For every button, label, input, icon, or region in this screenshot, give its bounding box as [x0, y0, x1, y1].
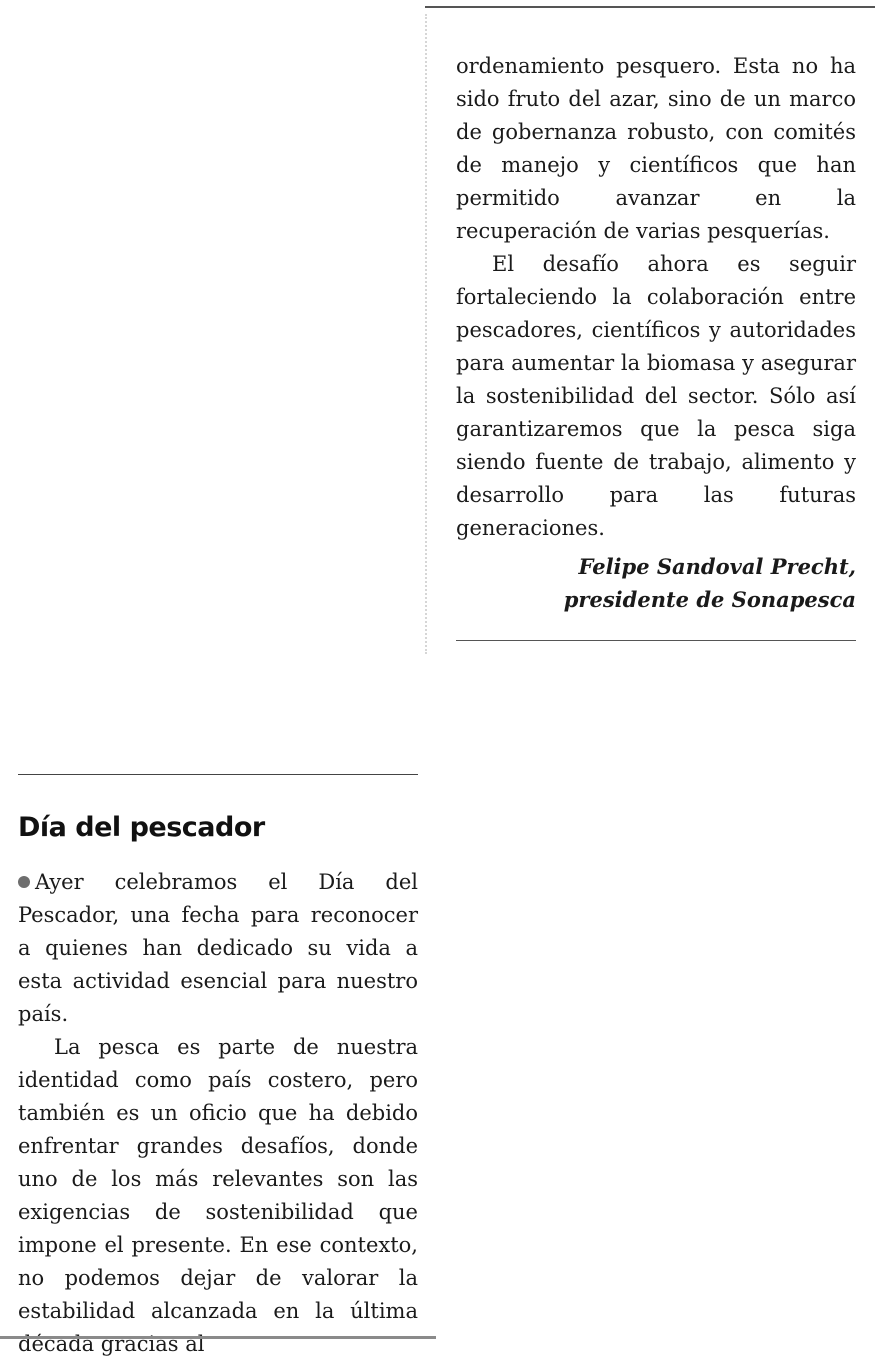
letter-continuation-column [456, 50, 856, 545]
signature-name: Felipe Sandoval Precht, [578, 554, 856, 579]
letter-title: Día del pescador [18, 812, 265, 843]
column-edge-divider [425, 14, 427, 654]
opening-paragraph [18, 866, 418, 1031]
opening-paragraph-text: Ayer celebramos el Día del Pescador, una fecha para reconocer a quienes han dedicado su vida a esta actividad esencial para nuestro país. [18, 870, 418, 1026]
section-divider [18, 774, 418, 775]
signature-role: presidente de Sonapesca [563, 587, 856, 612]
top-divider [425, 6, 875, 8]
body-paragraph-2: La pesca es parte de nuestra identidad como país costero, pero también es un oficio que ha debido enfrentar grandes desafíos, donde uno de los más relevantes son las exigencias de sostenibilidad que impone el presente. En ese contexto, no podemos dejar de valorar la estabilidad alcanzada en la última década gracias al [18, 1035, 418, 1356]
letter-signature [456, 550, 856, 616]
letter-start-column [18, 866, 418, 1361]
bullet-dot-icon [18, 876, 30, 888]
signature-divider [456, 640, 856, 641]
continuation-paragraph-1: ordenamiento pesquero. Esta no ha sido fruto del azar, sino de un marco de gobernanza robusto, con comités de manejo y científicos que han permitido avanzar en la recuperación de varias pesquerías. [456, 54, 856, 243]
continuation-paragraph-2: El desafío ahora es seguir fortaleciendo la colaboración entre pescadores, científicos y autoridades para aumentar la biomasa y asegurar la sostenibilidad del sector. Sólo así garantizaremos que la pesca siga siendo fuente de trabajo, alimento y desarrollo para las futuras generaciones. [456, 252, 856, 540]
bottom-divider [0, 1336, 436, 1339]
